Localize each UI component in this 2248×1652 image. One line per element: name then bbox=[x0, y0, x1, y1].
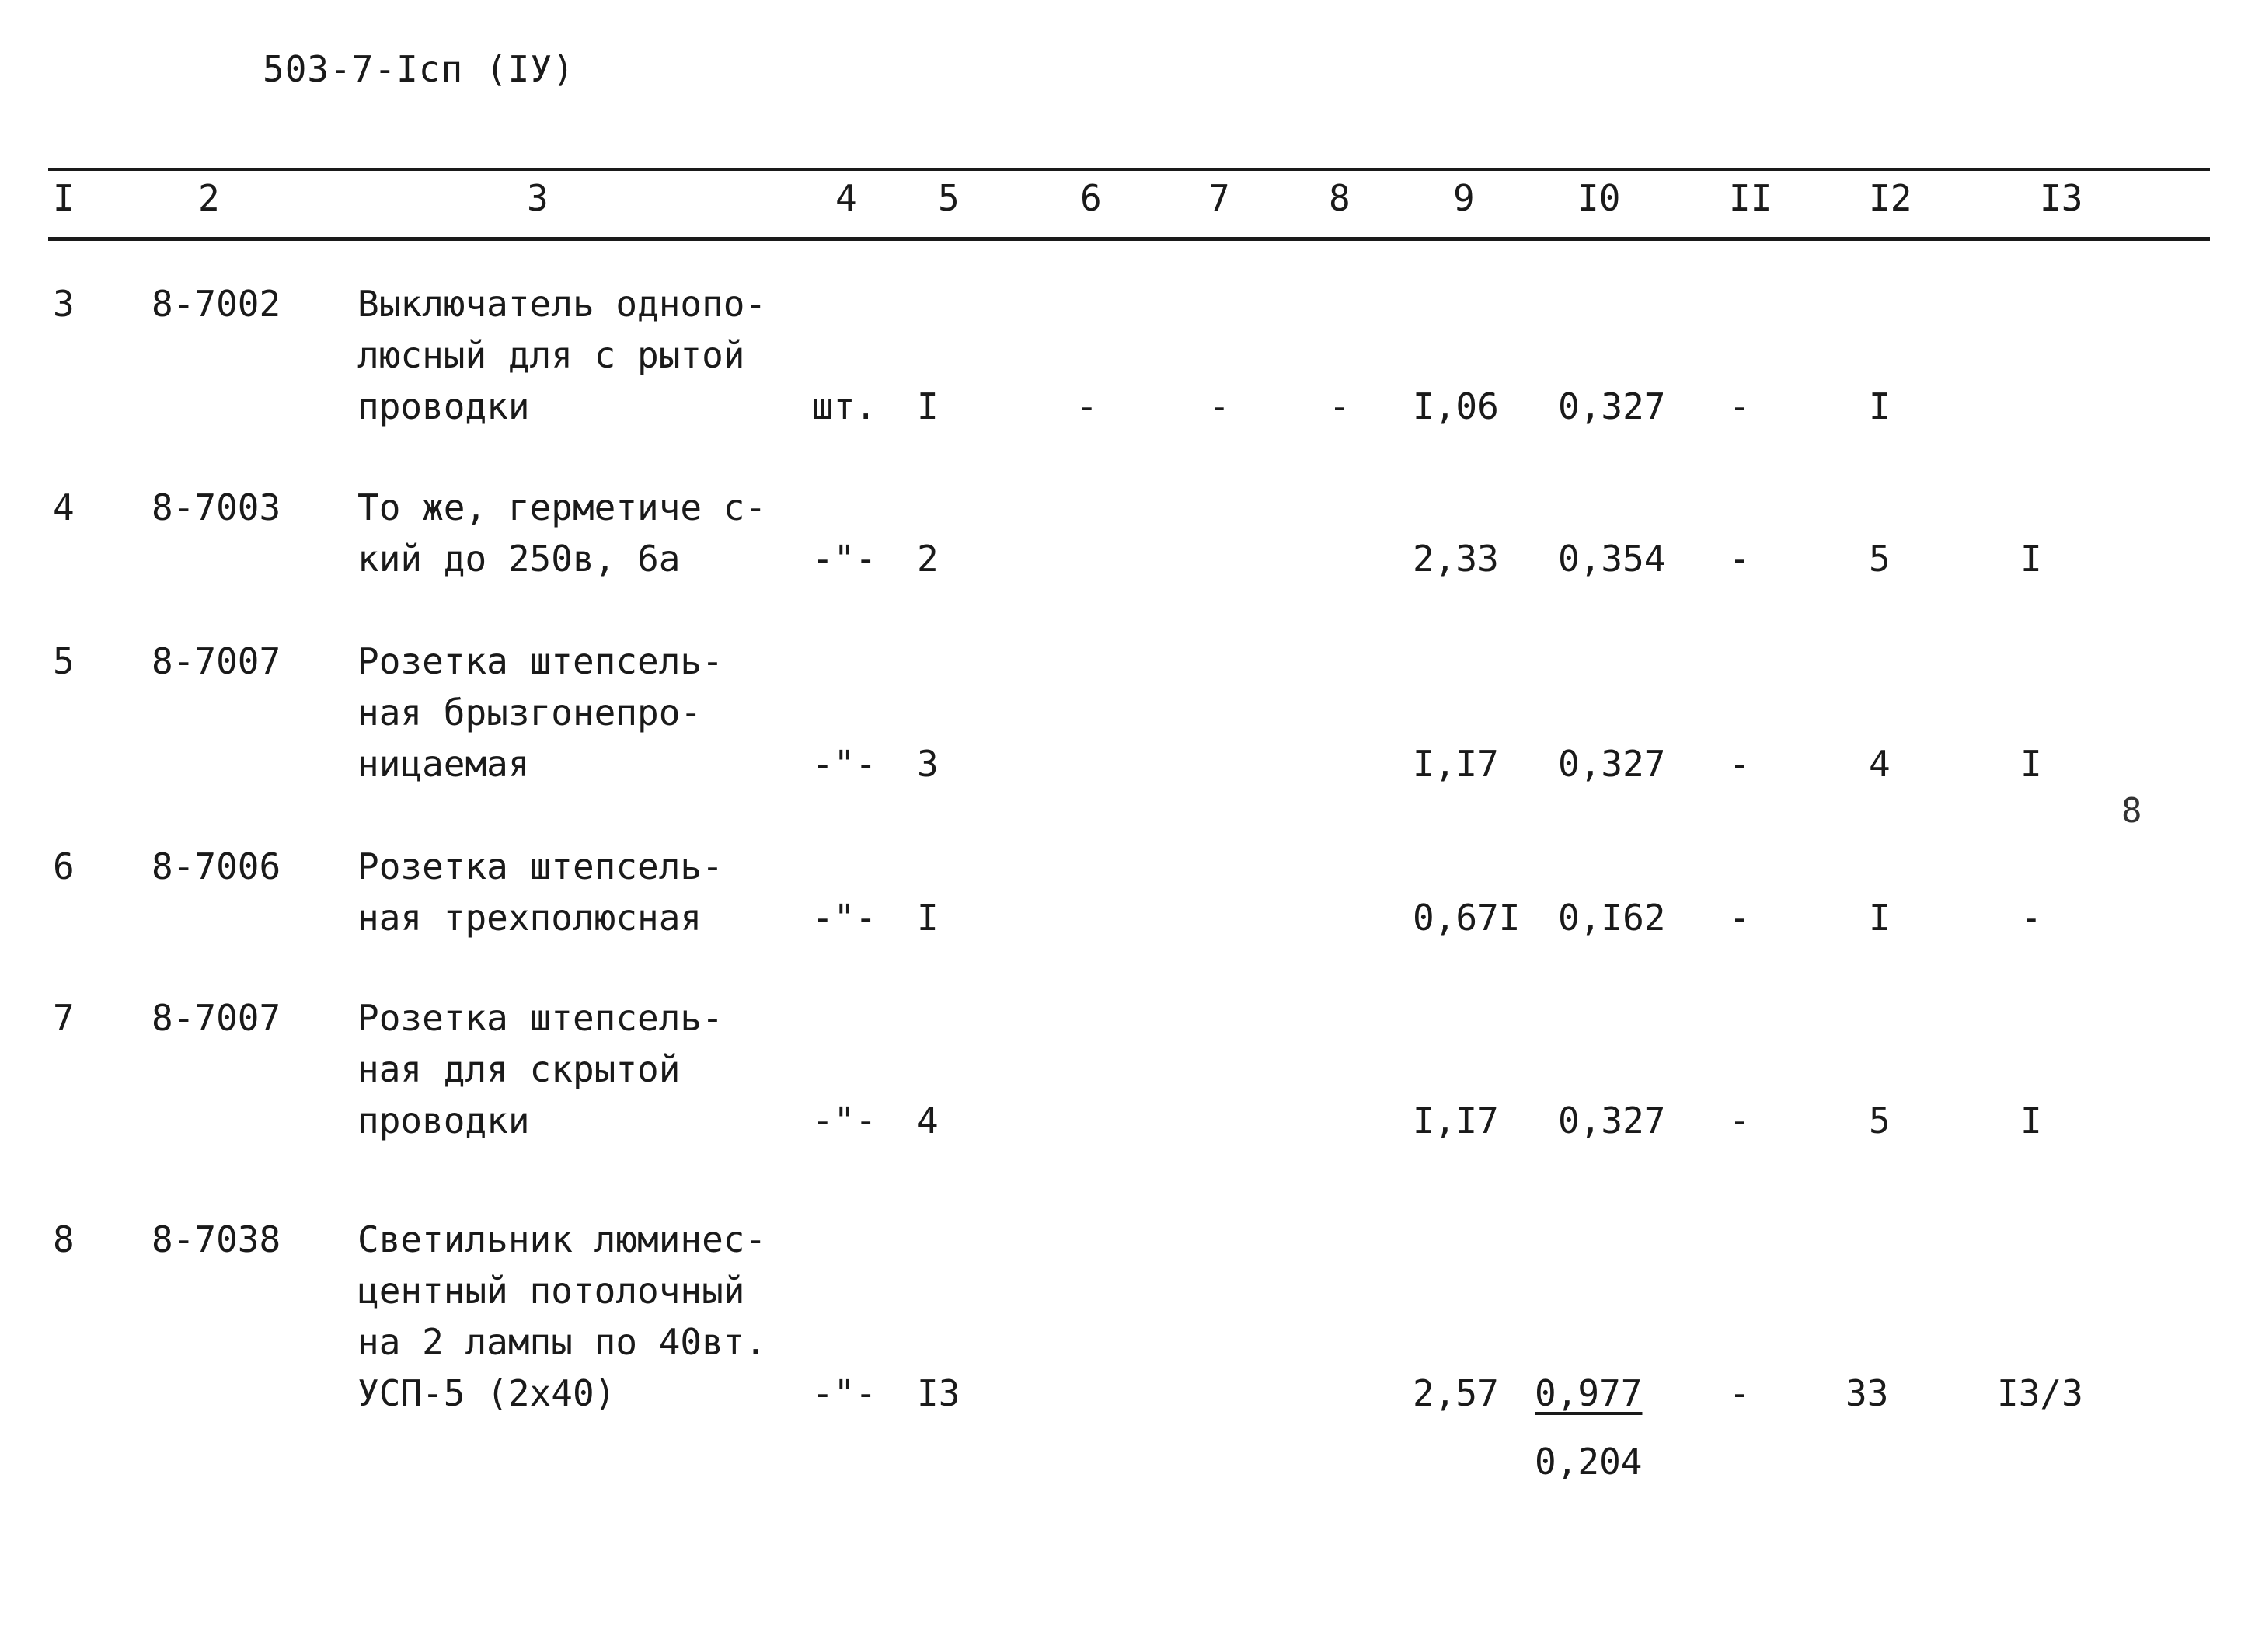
row-qty: 2 bbox=[917, 538, 939, 580]
row-number: 6 bbox=[53, 845, 75, 887]
row-code: 8-7007 bbox=[152, 640, 281, 682]
description-line: ная брызгонепро- bbox=[357, 692, 702, 734]
row-code: 8-7007 bbox=[152, 997, 281, 1039]
row-description bbox=[357, 841, 723, 943]
row-col-7: - bbox=[1208, 385, 1230, 427]
row-col-13: - bbox=[2020, 897, 2042, 939]
row-col-9: 0,67I bbox=[1413, 897, 1521, 939]
row-description bbox=[357, 992, 723, 1146]
description-line: Розетка штепсель- bbox=[357, 997, 723, 1039]
table-top-rule bbox=[48, 168, 2210, 171]
row-col-10: 0,327 bbox=[1558, 1100, 1666, 1141]
row-col-11: - bbox=[1729, 743, 1751, 785]
row-number: 4 bbox=[53, 486, 75, 528]
row-unit: шт. bbox=[812, 385, 877, 427]
description-line: проводки bbox=[357, 1100, 530, 1141]
description-line: Розетка штепсель- bbox=[357, 845, 723, 887]
row-col-12: 4 bbox=[1869, 743, 1891, 785]
row-unit: -"- bbox=[812, 538, 877, 580]
row-col-10: 0,977 bbox=[1535, 1372, 1643, 1414]
row-col-10: 0,354 bbox=[1558, 538, 1666, 580]
row-description bbox=[357, 482, 766, 584]
header-col-11: II bbox=[1729, 177, 1772, 219]
row-col-11: - bbox=[1729, 1372, 1751, 1414]
header-col-4: 4 bbox=[835, 177, 857, 219]
row-col-9: 2,57 bbox=[1413, 1372, 1499, 1414]
row-col-9: I,I7 bbox=[1413, 1100, 1499, 1141]
row-col-9: I,06 bbox=[1413, 385, 1499, 427]
document-code: 503-7-Iсп (IУ) bbox=[263, 48, 575, 90]
description-line: проводки bbox=[357, 385, 530, 427]
row-description bbox=[357, 1214, 766, 1419]
header-col-12: I2 bbox=[1869, 177, 1912, 219]
description-line: Светильник люминес- bbox=[357, 1218, 767, 1260]
margin-page-mark: 8 bbox=[2121, 791, 2142, 831]
row-unit: -"- bbox=[812, 897, 877, 939]
description-line: ная трехполюсная bbox=[357, 897, 702, 939]
header-col-6: 6 bbox=[1080, 177, 1102, 219]
row-code: 8-7038 bbox=[152, 1218, 281, 1260]
row-number: 7 bbox=[53, 997, 75, 1039]
row-qty: I bbox=[917, 385, 939, 427]
header-col-9: 9 bbox=[1453, 177, 1475, 219]
description-line: центный потолочный bbox=[357, 1270, 745, 1312]
row-col-13: I bbox=[2020, 538, 2042, 580]
row-col-10: 0,I62 bbox=[1558, 897, 1666, 939]
row-qty: 3 bbox=[917, 743, 939, 785]
row-qty: 4 bbox=[917, 1100, 939, 1141]
header-col-10: I0 bbox=[1577, 177, 1621, 219]
description-line: То же, герметиче с- bbox=[357, 486, 767, 528]
row-col-11: - bbox=[1729, 1100, 1751, 1141]
description-line: люсный для с рытой bbox=[357, 334, 745, 376]
header-col-7: 7 bbox=[1208, 177, 1230, 219]
row-col-12: I bbox=[1869, 897, 1891, 939]
row-col-11: - bbox=[1729, 897, 1751, 939]
row-col-13: I bbox=[2020, 1100, 2042, 1141]
header-col-3: 3 bbox=[527, 177, 549, 219]
description-line: Выключатель однопо- bbox=[357, 283, 767, 325]
description-line: кий до 250в, 6а bbox=[357, 538, 681, 580]
row-number: 3 bbox=[53, 283, 75, 325]
row-description bbox=[357, 278, 766, 432]
header-col-1: I bbox=[53, 177, 75, 219]
row-col-13: I3/3 bbox=[1997, 1372, 2083, 1414]
description-line: ная для скрытой bbox=[357, 1048, 681, 1090]
table-header-rule bbox=[48, 237, 2210, 241]
row-col-12: 5 bbox=[1869, 538, 1891, 580]
row-col-9: 2,33 bbox=[1413, 538, 1499, 580]
row-col-6: - bbox=[1076, 385, 1098, 427]
row-col-10: 0,327 bbox=[1558, 743, 1666, 785]
row-code: 8-7002 bbox=[152, 283, 281, 325]
row-col-12: I bbox=[1869, 385, 1891, 427]
row-col-9: I,I7 bbox=[1413, 743, 1499, 785]
row-col-13: I bbox=[2020, 743, 2042, 785]
row-col-10: 0,327 bbox=[1558, 385, 1666, 427]
row-col-8: - bbox=[1329, 385, 1351, 427]
row-number: 5 bbox=[53, 640, 75, 682]
row-description bbox=[357, 636, 723, 789]
row-number: 8 bbox=[53, 1218, 75, 1260]
header-col-5: 5 bbox=[938, 177, 960, 219]
row-col-10-denominator: 0,204 bbox=[1535, 1441, 1643, 1483]
description-line: ницаемая bbox=[357, 743, 530, 785]
row-col-12: 5 bbox=[1869, 1100, 1891, 1141]
header-col-13: I3 bbox=[2040, 177, 2083, 219]
row-col-11: - bbox=[1729, 385, 1751, 427]
header-col-8: 8 bbox=[1329, 177, 1351, 219]
row-code: 8-7006 bbox=[152, 845, 281, 887]
row-unit: -"- bbox=[812, 1100, 877, 1141]
row-col-11: - bbox=[1729, 538, 1751, 580]
row-code: 8-7003 bbox=[152, 486, 281, 528]
description-line: на 2 лампы по 40вт. bbox=[357, 1321, 767, 1363]
row-unit: -"- bbox=[812, 1372, 877, 1414]
row-unit: -"- bbox=[812, 743, 877, 785]
description-line: УСП-5 (2х40) bbox=[357, 1372, 616, 1414]
header-col-2: 2 bbox=[198, 177, 220, 219]
row-qty: I3 bbox=[917, 1372, 960, 1414]
row-col-12: 33 bbox=[1845, 1372, 1889, 1414]
row-qty: I bbox=[917, 897, 939, 939]
description-line: Розетка штепсель- bbox=[357, 640, 723, 682]
